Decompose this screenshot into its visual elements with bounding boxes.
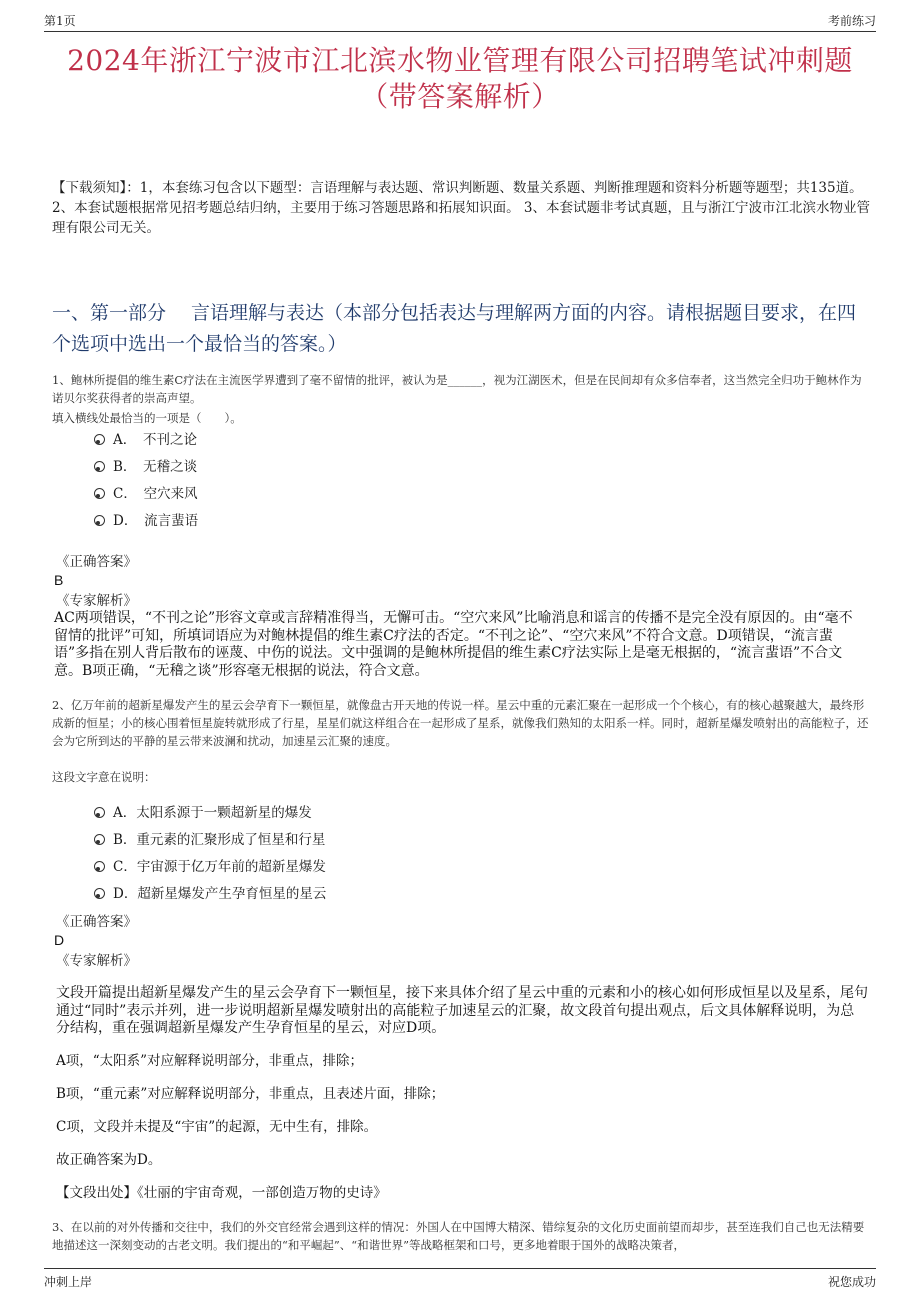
question-2-point-b: B项，“重元素”对应解释说明部分，非重点，且表述片面，排除； xyxy=(56,1086,445,1102)
question-1-analysis: AC两项错误，“不刊之论”形容文章或言辞精准得当，无懈可击。“空穴来风”比喻消息和谣言的传播不是完全没有原因的。由“毫不留情的批评”可知，所填词语应为对鲍林提倡的维生素C疗法的否定。“不刊之论”、“空穴来风”不符合文意。D项错误，“流言蜚语”多指在别人背后散布的诬蔑、中伤的说法。文中强调的是鲍林所提倡的维生素C疗法实际上是毫无根据的，“流言蜚语”不合文意。B项正确，“无稽之谈”形容毫无根据的说法，符合文意。 xyxy=(54,610,853,679)
question-1-prompt: 填入横线处最恰当的一项是（ ）。 xyxy=(52,411,242,425)
option-label: A． 不刊之论 xyxy=(113,432,197,448)
footer-divider xyxy=(44,1268,876,1269)
option-label: D．超新星爆发产生孕育恒星的星云 xyxy=(113,886,327,902)
download-notice: 【下载须知】：1，本套练习包含以下题型：言语理解与表达题、常识判断题、数量关系题、判断推理题和资料分析题等题型；共135道。 2、本套试题根据常见招考题总结归纳，主要用于练习答题思路和拓展知识面。 3、本套试题非考试真题，且与浙江宁波市江北滨水物业管理有限公司无关。 xyxy=(52,180,870,236)
radio-icon[interactable] xyxy=(94,461,105,472)
question-2-source: 【文段出处】《壮丽的宇宙奇观，一部创造万物的史诗》 xyxy=(56,1185,387,1201)
question-2-analysis-tag: 《专家解析》 xyxy=(56,953,137,969)
footer-left-label: 冲刺上岸 xyxy=(44,1275,93,1289)
document-subtitle: （带答案解析） xyxy=(360,80,560,113)
question-2-option-c[interactable] xyxy=(94,857,326,877)
question-2-option-d[interactable] xyxy=(94,884,326,904)
footer-right-label: 祝您成功 xyxy=(827,1275,876,1289)
radio-icon[interactable] xyxy=(94,807,105,818)
question-1-option-b[interactable] xyxy=(94,457,197,477)
question-2-answer: D xyxy=(54,932,65,948)
radio-icon[interactable] xyxy=(94,434,105,445)
question-1-answer-tag: 《正确答案》 xyxy=(56,554,137,570)
option-label: D． 流言蜚语 xyxy=(113,513,199,529)
header-right-label: 考前练习 xyxy=(827,14,876,28)
question-2-prompt: 这段文字意在说明： xyxy=(52,770,156,784)
option-label: B．重元素的汇聚形成了恒星和行星 xyxy=(113,832,326,848)
question-2-stem: 2、亿万年前的超新星爆发产生的星云会孕育下一颗恒星，就像盘古开天地的传说一样。星云中重的元素汇聚在一起形成一个个核心，有的核心越聚越大，最终形成新的恒星；小的核心围着恒星旋转就形成了行星，星星们就这样组合在一起形成了星系，就像我们熟知的太阳系一样。同时，超新星爆发喷射出的高能粒子，还会为它所到达的平静的星云带来波澜和扰动，加速星云汇聚的速度。 xyxy=(52,698,869,748)
question-2-point-c: C项，文段并未提及“宇宙”的起源，无中生有，排除。 xyxy=(56,1119,378,1135)
question-2-analysis: 文段开篇提出超新星爆发产生的星云会孕育下一颗恒星，接下来具体介绍了星云中重的元素和小的核心如何形成恒星以及星系，尾句通过“同时”表示并列，进一步说明超新星爆发喷射出的高能粒子加速星云的汇聚，故文段首句提出观点，后文具体解释说明，为总分结构，重在强调超新星爆发产生孕育恒星的星云，对应D项。 xyxy=(56,985,868,1036)
question-1-option-c[interactable] xyxy=(94,484,198,504)
option-label: B． 无稽之谈 xyxy=(113,459,198,475)
option-label: C．宇宙源于亿万年前的超新星爆发 xyxy=(113,859,326,875)
question-2-option-b[interactable] xyxy=(94,830,325,850)
question-1-option-a[interactable] xyxy=(94,430,197,450)
radio-icon[interactable] xyxy=(94,888,105,899)
question-1-option-d[interactable] xyxy=(94,511,198,531)
page-number: 第1页 xyxy=(44,14,76,28)
question-1-answer: B xyxy=(54,572,64,588)
option-label: C． 空穴来风 xyxy=(113,486,198,502)
section-heading: 一、第一部分 言语理解与表达（本部分包括表达与理解两方面的内容。请根据题目要求，在四个选项中选出一个最恰当的答案。） xyxy=(52,302,857,355)
header-divider xyxy=(44,31,876,32)
question-2-option-a[interactable] xyxy=(94,803,312,823)
radio-icon[interactable] xyxy=(94,834,105,845)
question-2-point-a: A项，“太阳系”对应解释说明部分，非重点，排除； xyxy=(56,1053,364,1069)
question-3-stem: 3、在以前的对外传播和交往中，我们的外交官经常会遇到这样的情况：外国人在中国博大精深、错综复杂的文化历史面前望而却步，甚至连我们自己也无法精要地描述这一深刻变动的古老文明。我们提出的“和平崛起”、“和谐世界”等战略框架和口号，更多地着眼于国外的战略决策者， xyxy=(52,1220,865,1252)
question-2-answer-tag: 《正确答案》 xyxy=(56,914,137,930)
document-title: 2024年浙江宁波市江北滨水物业管理有限公司招聘笔试冲刺题 xyxy=(67,44,853,77)
question-1-stem: 1、鲍林所提倡的维生素C疗法在主流医学界遭到了毫不留情的批评，被认为是______，视为江湖医术，但是在民间却有众多信奉者，这当然完全归功于鲍林作为诺贝尔奖获得者的崇高声望。 xyxy=(52,373,862,405)
radio-icon[interactable] xyxy=(94,861,105,872)
radio-icon[interactable] xyxy=(94,488,105,499)
option-label: A．太阳系源于一颗超新星的爆发 xyxy=(113,805,312,821)
question-1-analysis-tag: 《专家解析》 xyxy=(56,593,137,609)
radio-icon[interactable] xyxy=(94,515,105,526)
question-2-conclusion: 故正确答案为D。 xyxy=(56,1152,162,1168)
